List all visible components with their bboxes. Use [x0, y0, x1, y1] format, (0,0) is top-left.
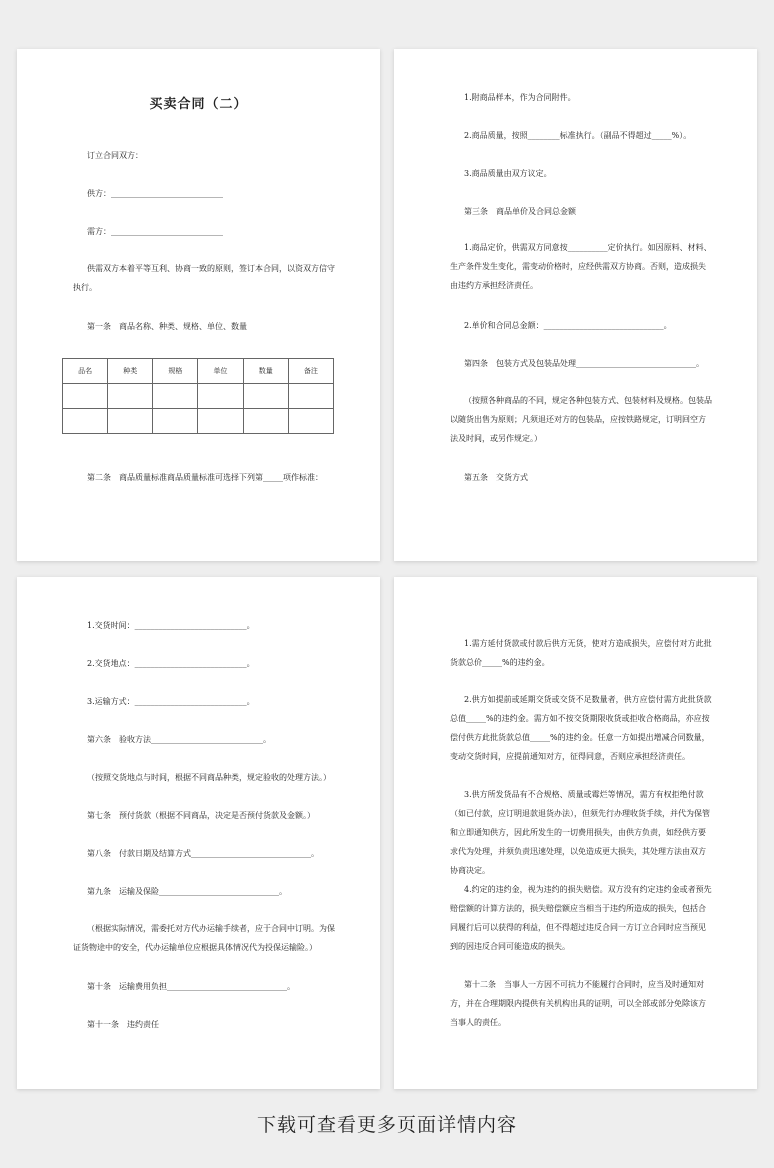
- table-cell: [108, 409, 153, 434]
- document-page-2: [394, 49, 757, 561]
- table-cell: [63, 384, 108, 409]
- table-cell: [288, 384, 333, 409]
- table-cell: [108, 384, 153, 409]
- article-5-heading: 第五条 交货方式: [464, 473, 528, 482]
- inspection-note: （按照交货地点与时间，根据不同商品种类，规定验收的处理方法。）: [87, 773, 331, 782]
- table-header-cell: 规格: [153, 359, 198, 384]
- price-clause: 1.商品定价，供需双方同意按__________定价执行。如因原料、材料、生产条件发生变化，需变动价格时，应经供需双方协商。否则，造成损失由违约方承担经济责任。: [450, 243, 712, 290]
- total-amount-line: 2.单价和合同总金额：______________________________。: [464, 321, 672, 330]
- parties-intro: 订立合同双方：: [87, 151, 143, 160]
- download-more-link[interactable]: 下载可查看更多页面详情内容: [256, 1114, 517, 1136]
- article-10-heading: 第十条 运输费用负担______________________________。: [87, 982, 295, 991]
- breach-clause-4: 4.约定的违约金，视为违约的损失赔偿。双方没有约定违约金或者预先赔偿额的计算方法的，损失赔偿额应当相当于违约所造成的损失，包括合同履行后可以获得的利益，但不得超过违反合同一方订立合同时应当预见到的因违反合同可能造成的损失。: [450, 885, 712, 951]
- article-3-heading: 第三条 商品单价及合同总金额: [464, 207, 576, 216]
- article-1-heading: 第一条 商品名称、种类、规格、单位、数量: [87, 322, 247, 331]
- document-page-3: [17, 577, 380, 1089]
- table-header-row: [63, 359, 334, 384]
- document-page-1: [17, 49, 380, 561]
- table-cell: [153, 409, 198, 434]
- breach-clause-1: 1.需方延付货款或付款后供方无货，使对方造成损失，应偿付对方此批货款总价_____%的违约金。: [450, 639, 712, 667]
- table-header-cell: 品名: [63, 359, 108, 384]
- table-row: [63, 409, 334, 434]
- table-cell: [288, 409, 333, 434]
- article-7-heading: 第七条 预付货款（根据不同商品，决定是否预付货款及金额。）: [87, 811, 315, 820]
- breach-clause-2: 2.供方如提前或延期交货或交货不足数量者，供方应偿付需方此批货款总值_____%的违约金。需方如不按交货期限收货或拒收合格商品，亦应按偿付供方此批货款总值_____%的违约金。任意一方如提出增减合同数量，变动交货时间，应提前通知对方，征得同意，否则应承担经济责任。: [450, 695, 712, 761]
- supplier-line: 供方：____________________________: [87, 189, 223, 198]
- article-11-heading: 第十一条 违约责任: [87, 1020, 159, 1029]
- quality-item-2: 2.商品质量，按照________标准执行。（副品不得超过_____%）。: [464, 131, 692, 140]
- transport-mode-line: 3.运输方式：____________________________。: [87, 697, 255, 706]
- contract-title: 买卖合同（二）: [149, 97, 248, 112]
- article-2-heading: 第二条 商品质量标准商品质量标准可选择下列第_____项作标准：: [87, 473, 323, 482]
- preamble-paragraph: 供需双方本着平等互利、协商一致的原则，签订本合同，以资双方信守执行。: [73, 264, 335, 292]
- quality-item-1: 1.附商品样本，作为合同附件。: [464, 93, 576, 102]
- quality-item-3: 3.商品质量由双方议定。: [464, 169, 552, 178]
- transport-note: （根据实际情况，需委托对方代办运输手续者，应于合同中订明。为保证货物途中的安全，代办运输单位应根据具体情况代为投保运输险。）: [73, 924, 335, 952]
- delivery-time-line: 1.交货时间：____________________________。: [87, 621, 255, 630]
- article-6-heading: 第六条 验收方法____________________________。: [87, 735, 271, 744]
- article-12-paragraph: 第十二条 当事人一方因不可抗力不能履行合同时，应当及时通知对方，并在合理期限内提供有关机构出具的证明，可以全部或部分免除该方当事人的责任。: [450, 980, 706, 1027]
- table-header-cell: 种类: [108, 359, 153, 384]
- article-4-heading: 第四条 包装方式及包装品处理______________________________。: [464, 359, 704, 368]
- breach-clause-3: 3.供方所发货品有不合规格、质量或霉烂等情况，需方有权拒绝付款（如已付款，应订明退款退货办法），但须先行办理收货手续，并代为保管和立即通知供方，因此所发生的一切费用损失，由供方负责，如经供方要求代为处理，并须负责迅速处理，以免造成更大损失，其处理方法由双方协商决定。: [450, 790, 710, 875]
- document-page-4: [394, 577, 757, 1089]
- buyer-line: 需方：____________________________: [87, 227, 223, 236]
- table-header-cell: 备注: [288, 359, 333, 384]
- goods-table: [62, 358, 334, 434]
- table-row: [63, 384, 334, 409]
- table-cell: [243, 409, 288, 434]
- table-cell: [153, 384, 198, 409]
- table-header-cell: 数量: [243, 359, 288, 384]
- article-9-heading: 第九条 运输及保险______________________________。: [87, 887, 287, 896]
- table-cell: [198, 384, 243, 409]
- table-cell: [243, 384, 288, 409]
- table-cell: [63, 409, 108, 434]
- article-8-heading: 第八条 付款日期及结算方式______________________________。: [87, 849, 319, 858]
- table-header-cell: 单位: [198, 359, 243, 384]
- delivery-place-line: 2.交货地点：____________________________。: [87, 659, 255, 668]
- packaging-note: （按照各种商品的不同，规定各种包装方式、包装材料及规格。包装品以随货出售为原则；凡须退还对方的包装品，应按铁路规定，订明回空方法及时间，或另作规定。）: [450, 396, 712, 443]
- table-cell: [198, 409, 243, 434]
